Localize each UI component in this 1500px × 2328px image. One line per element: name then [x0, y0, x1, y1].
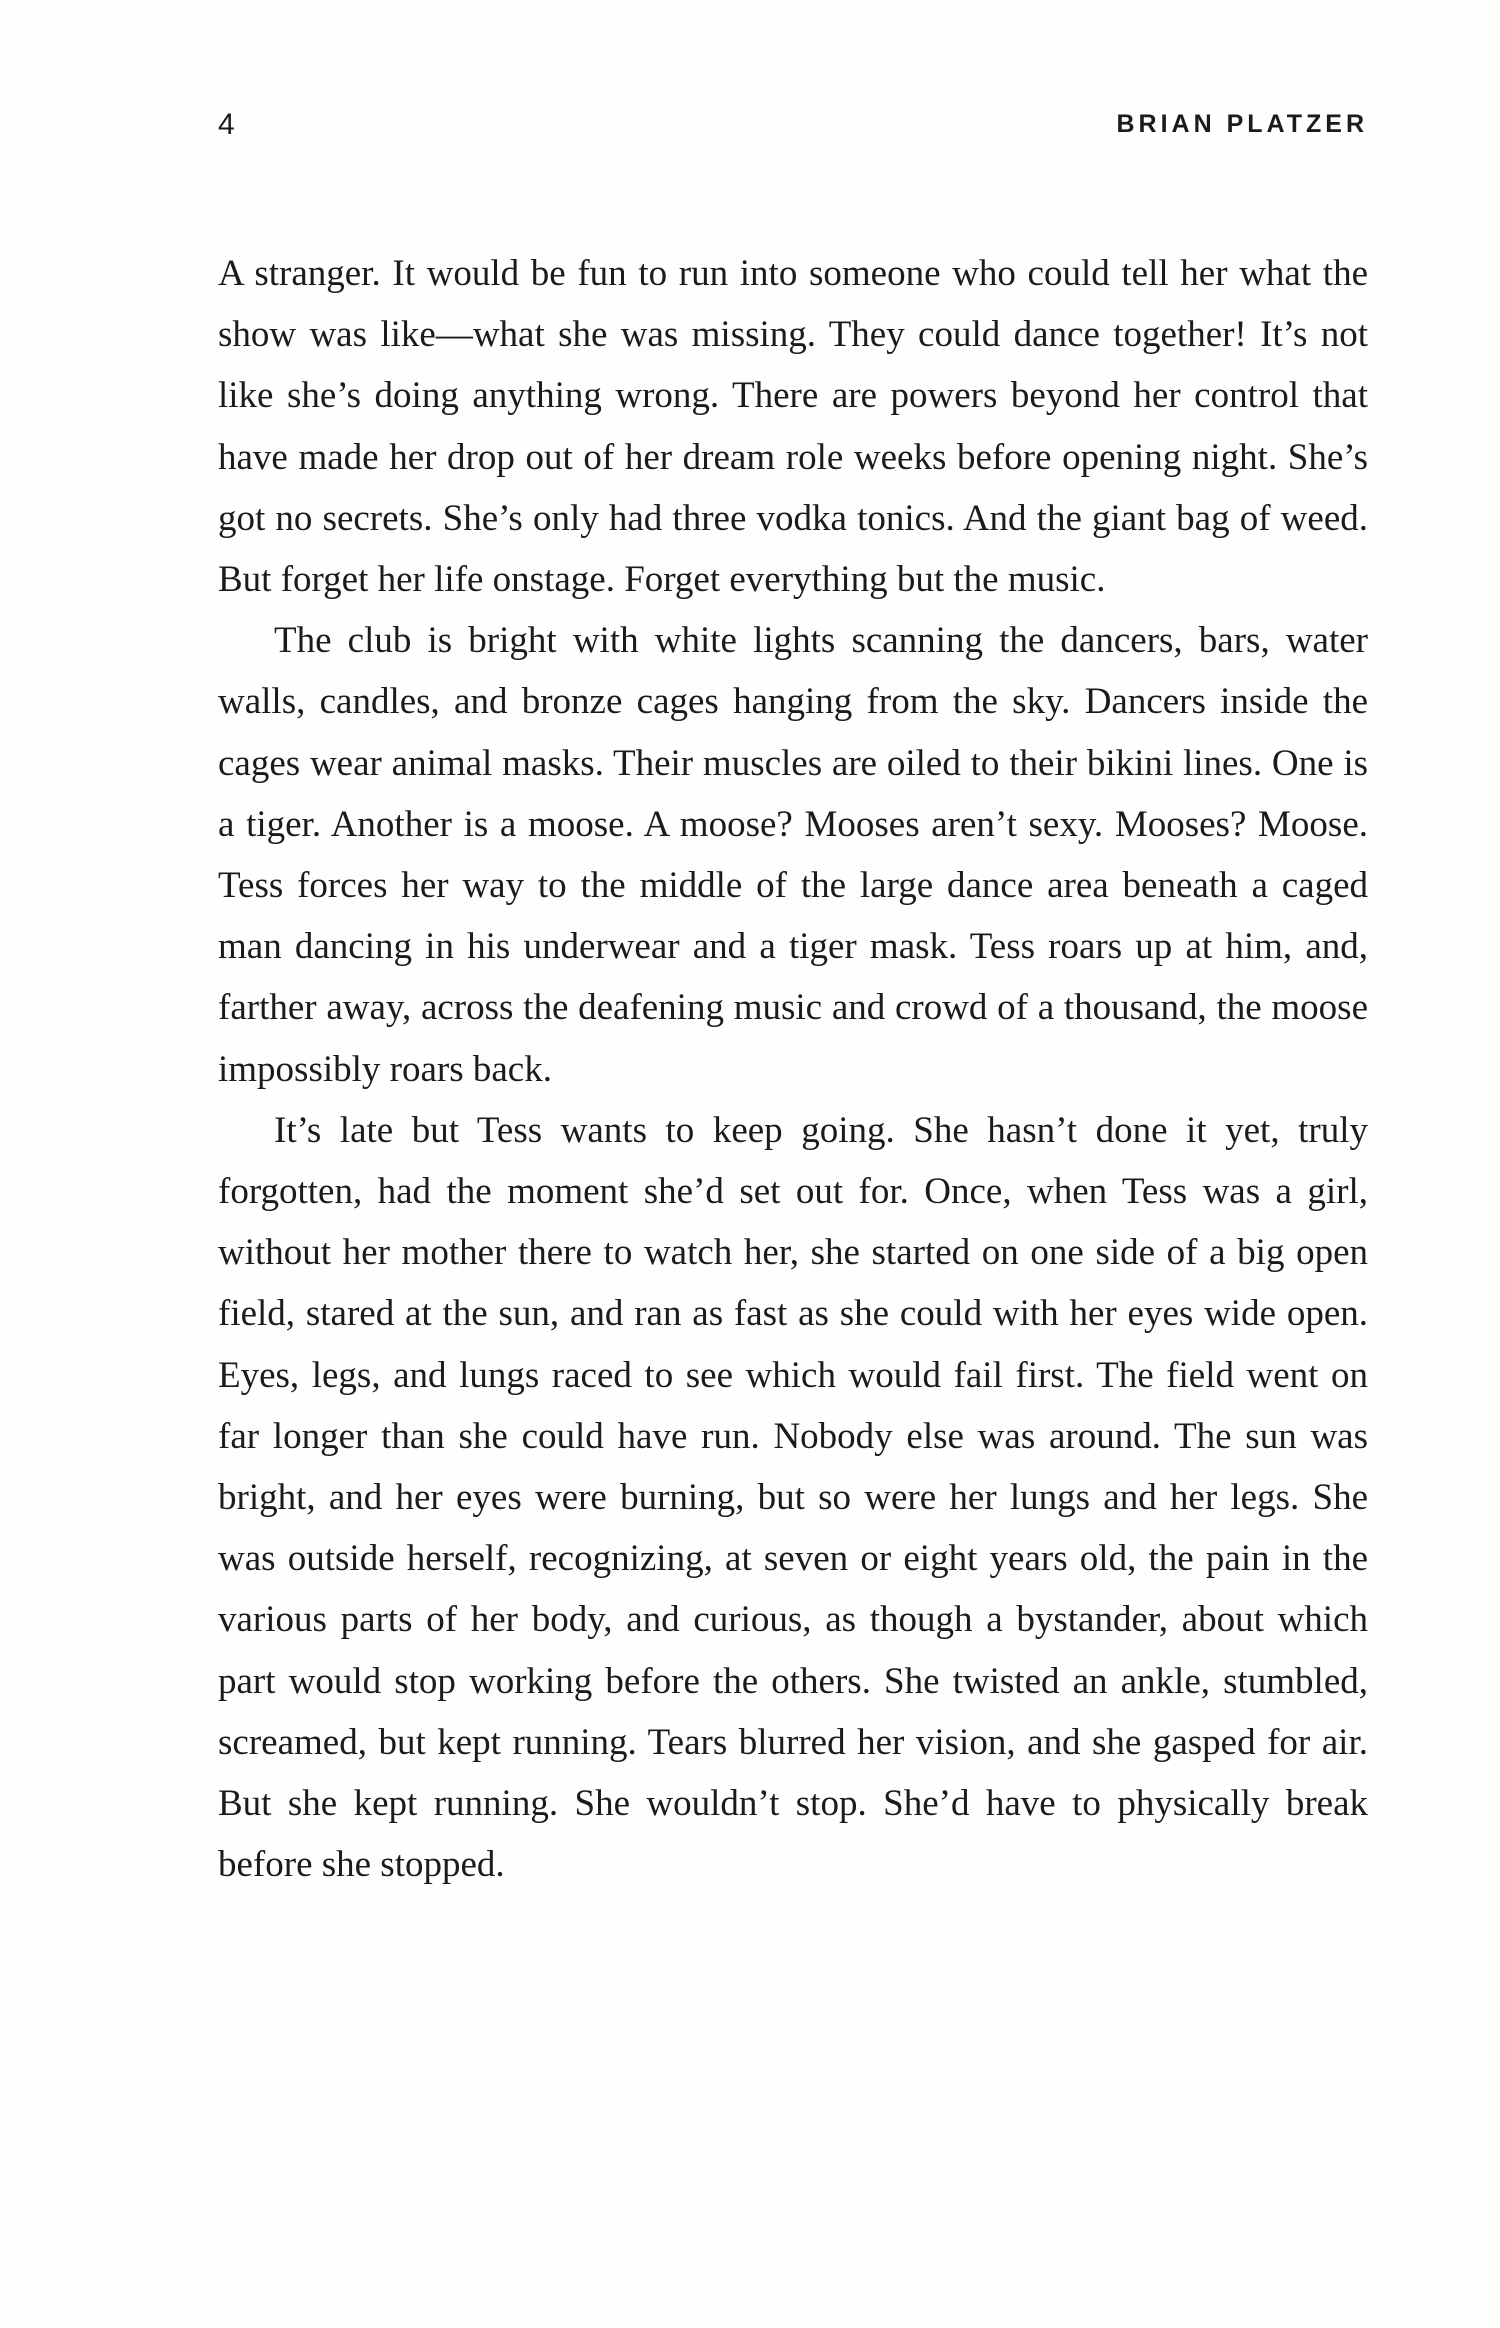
running-head [218, 108, 1368, 152]
author-name: BRIAN PLATZER [1116, 110, 1368, 138]
page-number: 4 [218, 108, 236, 141]
paragraph-3: It’s late but Tess wants to keep going. She hasn’t done it yet, truly forgotten, had the moment she’d set out for. Once, when Tess was a girl, without her mother there to watch her, she started on one side of a big open field, stared at the sun, and ran as fast as she could with her eyes wide open. Eyes, legs, and lungs raced to see which would fail first. The field went on far longer than she could have run. Nobody else was around. The sun was bright, and her eyes were burning, but so were her lungs and her legs. She was outside herself, recognizing, at seven or eight years old, the pain in the various parts of her body, and curious, as though a bystander, about which part would stop working before the others. She twisted an ankle, stumbled, screamed, but kept running. Tears blurred her vision, and she gasped for air. But she kept running. She wouldn’t stop. She’d have to physically break before she stopped. [218, 1109, 1368, 1886]
paragraph-2: The club is bright with white lights scanning the dancers, bars, water walls, candles, and bronze cages hanging from the sky. Dancers inside the cages wear animal masks. Their muscles are oiled to their bikini lines. One is a tiger. Another is a moose. A moose? Mooses aren’t sexy. Mooses? Moose. Tess forces her way to the middle of the large dance area beneath a caged man dancing in his underwear and a tiger mask. Tess roars up at him, and, farther away, across the deafening music and crowd of a thousand, the moose impossibly roars back. [218, 620, 1368, 1090]
paragraph-1: A stranger. It would be fun to run into someone who could tell her what the show was like—what she was missing. They could dance together! It’s not like she’s doing anything wrong. There are powers beyond her control that have made her drop out of her dream role weeks before opening night. She’s got no secrets. She’s only had three vodka tonics. And the giant bag of weed. But forget her life onstage. Forget everything but the music. [218, 253, 1368, 601]
body-text [218, 243, 1368, 1895]
